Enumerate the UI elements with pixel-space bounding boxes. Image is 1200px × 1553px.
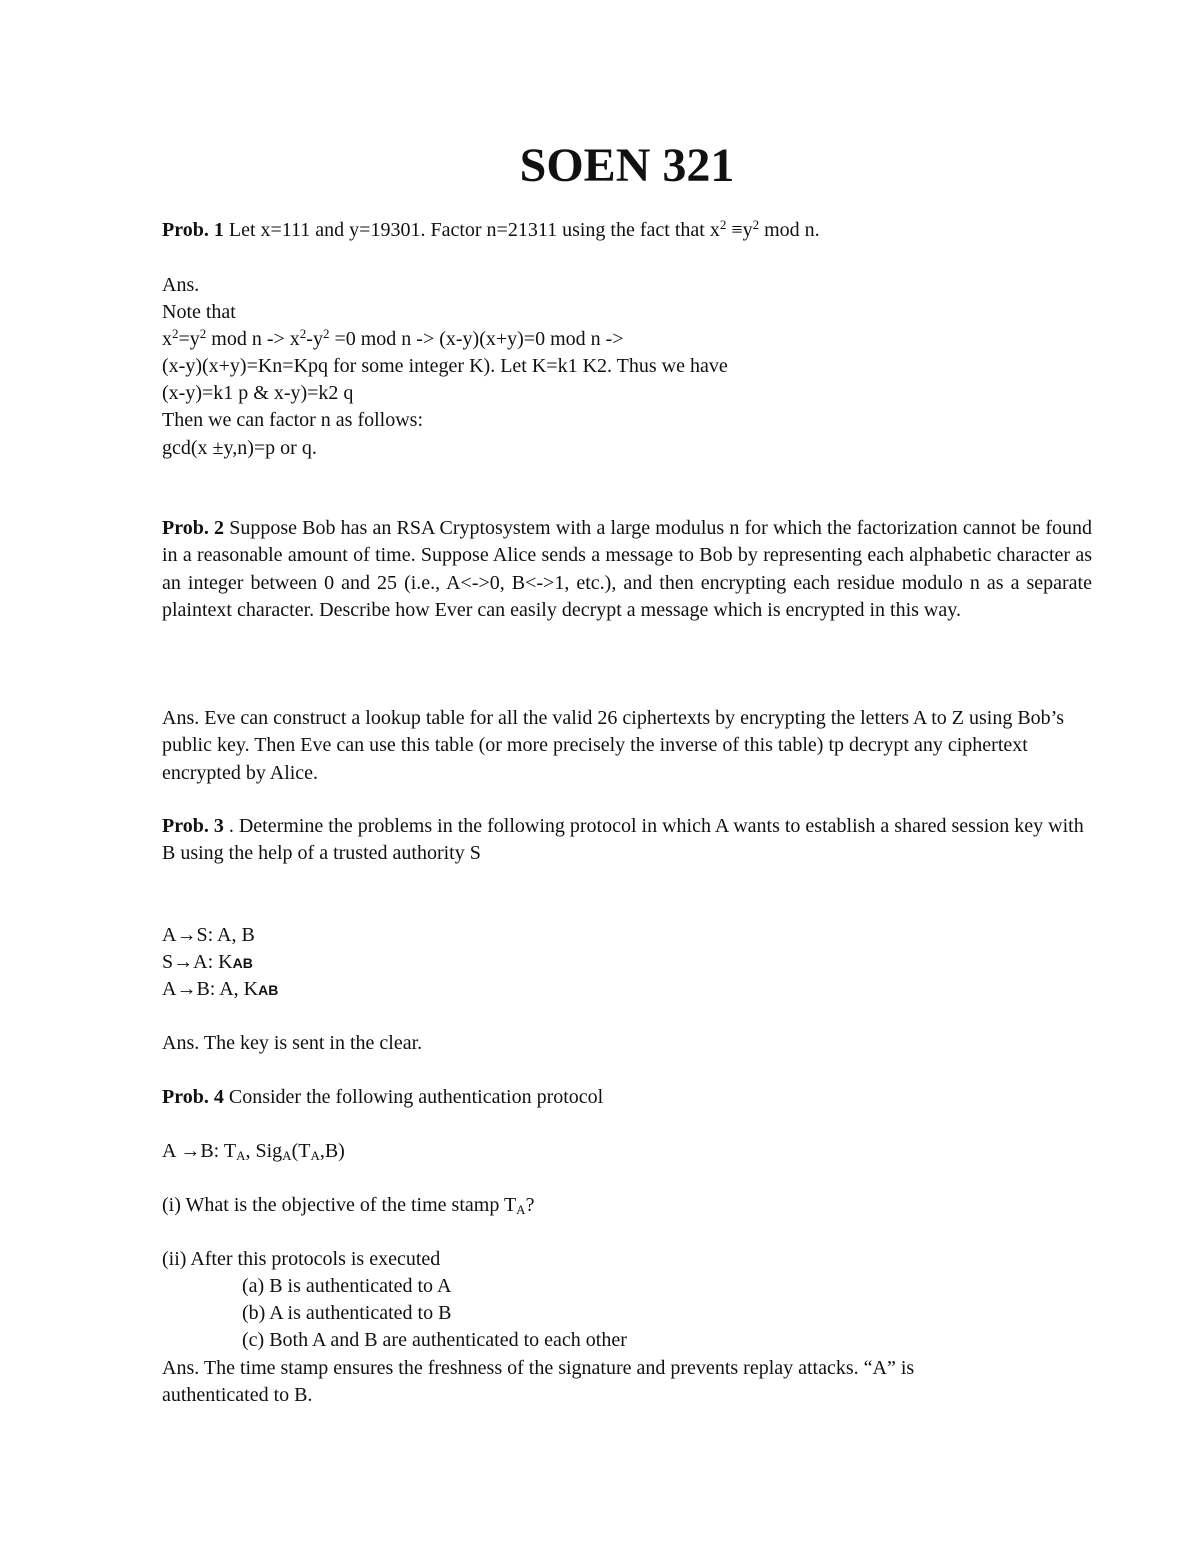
prob2-answer: Ans. Eve can construct a lookup table for all the valid 26 ciphertexts by encrypting the letters A to Z using Bob’s public key. Then Eve can use this table (or more precisely the inverse of this table) tp decrypt any ciphertext encrypted by Alice.: [162, 707, 1065, 784]
prob1-label: Prob. 1: [162, 219, 224, 241]
page-title: SOEN 321: [519, 139, 735, 192]
prob4-question-1: (i) What is the objective of the time stamp $T_A$?: [162, 1194, 535, 1217]
prob4-option-a: (a) B is authenticated to A: [242, 1275, 452, 1297]
prob1-statement: Prob. 1 Let x=111 and y=19301. Factor n=21311 using the fact that $x^2 \equiv y^2$ mod n.: [162, 217, 820, 241]
prob3-step-2: S→A: KAB: [162, 951, 253, 973]
prob4-question-2: (ii) After this protocols is executed: [162, 1248, 441, 1270]
prob1-line-1: $x^2=y^2$ mod $n -> x^2-y^2 =0$ mod n -> (x-y)(x+y)=0 mod n ->: [162, 326, 624, 350]
prob1-line-3: (x-y)=k1 p & x-y)=k2 q: [162, 382, 354, 404]
prob2-statement: Prob. 2 Suppose Bob has an RSA Cryptosystem with a large modulus n for which the factorization cannot be found in a reasonable amount of time. Suppose Alice sends a message to Bob by representing each alphabetic character as an integer between 0 and 25 (i.e., A<->0, B<->1, etc.), and then encrypting each residue modulo n as a separate plaintext character. Describe how Ever can easily decrypt a message which is encrypted in this way.: [162, 517, 1093, 621]
prob1-ans-label: Ans.: [162, 274, 200, 296]
prob4-answer-line-1: Ans. The time stamp ensures the freshness of the signature and prevents replay attacks. “A” is: [162, 1357, 915, 1379]
prob3-label: Prob. 3: [162, 815, 224, 837]
prob3-statement: Prob. 3 . Determine the problems in the following protocol in which A wants to establish a shared session key with B using the help of a trusted authority S: [162, 815, 1084, 865]
prob4-label: Prob. 4: [162, 1086, 224, 1108]
prob3-step-1: A→S: A, B: [162, 924, 255, 946]
prob1-line-2: (x-y)(x+y)=Kn=Kpq for some integer K). Let K=k1 K2. Thus we have: [162, 355, 728, 377]
prob4-option-b: (b) A is authenticated to B: [242, 1302, 452, 1324]
prob4-protocol: A →B: $T_A$, $Sig_A(T_A,B)$: [162, 1140, 345, 1163]
prob4-answer-line-2: authenticated to B.: [162, 1384, 313, 1406]
prob3-answer: Ans. The key is sent in the clear.: [162, 1032, 423, 1054]
prob4-option-c: (c) Both A and B are authenticated to each other: [242, 1329, 627, 1351]
prob3-step-3: A→B: A, KAB: [162, 978, 279, 1000]
prob4-statement: Prob. 4 Consider the following authentication protocol: [162, 1086, 604, 1108]
prob1-line-4: Then we can factor n as follows:: [162, 409, 424, 431]
prob1-note: Note that: [162, 301, 236, 323]
prob1-line-5: gcd(x ±y,n)=p or q.: [162, 437, 317, 459]
prob2-label: Prob. 2: [162, 517, 225, 539]
